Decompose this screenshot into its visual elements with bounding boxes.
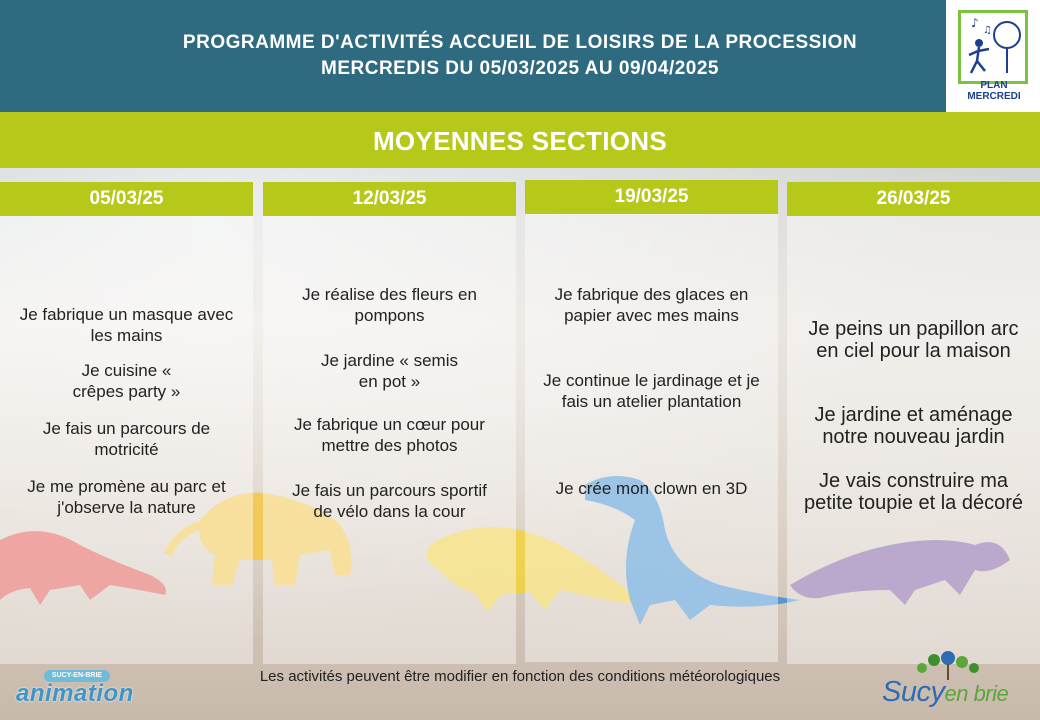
activity-item: Je fabrique des glaces en papier avec mes mains [554,285,749,325]
activity-item: Je réalise des fleurs en pompons [302,285,477,325]
brand-word-main: Sucy [882,676,945,708]
activity-item: Je continue le jardinage et je fais un atelier plantation [543,371,760,411]
footer-note: Les activités peuvent être modifier en fonction des conditions météorologiques [259,668,781,685]
day-date: 26/03/25 [787,182,1040,216]
activity-item: Je vais construire ma petite toupie et la décoré [803,470,1024,514]
activity-item: Je fais un parcours sportif de vélo dans la cour [292,481,487,521]
section-bar [0,112,1040,168]
day-date: 05/03/25 [0,182,253,216]
plan-mercredi-logo [946,0,1040,112]
activity-item: Je me promène au parc et j'observe la nature [27,477,226,517]
activity-item: Je fabrique un cœur pour mettre des photos [294,415,485,455]
activity-item: Je jardine « semis en pot » [320,351,458,391]
svg-text:♪: ♪ [971,16,979,30]
day-column-3 [525,180,778,662]
page-title [0,30,1040,82]
day-column-2 [263,182,516,664]
activity-item: Je fais un parcours de motricité [42,419,211,459]
brand-badge: SUCY-EN-BRIE [44,670,110,682]
day-date: 12/03/25 [263,182,516,216]
logo-text-line-2: MERCREDI [967,91,1021,102]
svg-text:♫: ♫ [983,25,992,36]
logo-text-line-1: PLAN [980,80,1008,91]
activity-item: Je crée mon clown en 3D [555,479,748,498]
page-title-line-1: PROGRAMME D'ACTIVITÉS ACCUEIL DE LOISIRS DE LA PROCESSION [182,32,858,53]
brand-word: animation [16,680,134,707]
brand-word-sub: en brie [944,681,1009,706]
logo-text [954,80,1034,102]
section-title: MOYENNES SECTIONS [372,126,668,156]
header-banner [0,0,1040,112]
activity-item: Je cuisine « crêpes party » [72,361,181,401]
activity-item: Je peins un papillon arc en ciel pour la maison [808,318,1019,362]
day-date: 19/03/25 [525,180,778,214]
sucy-en-brie-logo [880,650,1030,716]
logo-frame [958,10,1028,84]
activity-item: Je jardine et aménage notre nouveau jardin [814,404,1013,448]
day-column-4 [787,182,1040,664]
brand-word [882,676,1008,709]
page-title-line-2: MERCREDIS DU 05/03/2025 AU 09/04/2025 [321,58,719,79]
child-music-tree-icon [961,13,1025,81]
sucy-animation-logo [16,670,146,714]
day-column-1 [0,182,253,664]
activity-item: Je fabrique un masque avec les mains [19,305,234,345]
